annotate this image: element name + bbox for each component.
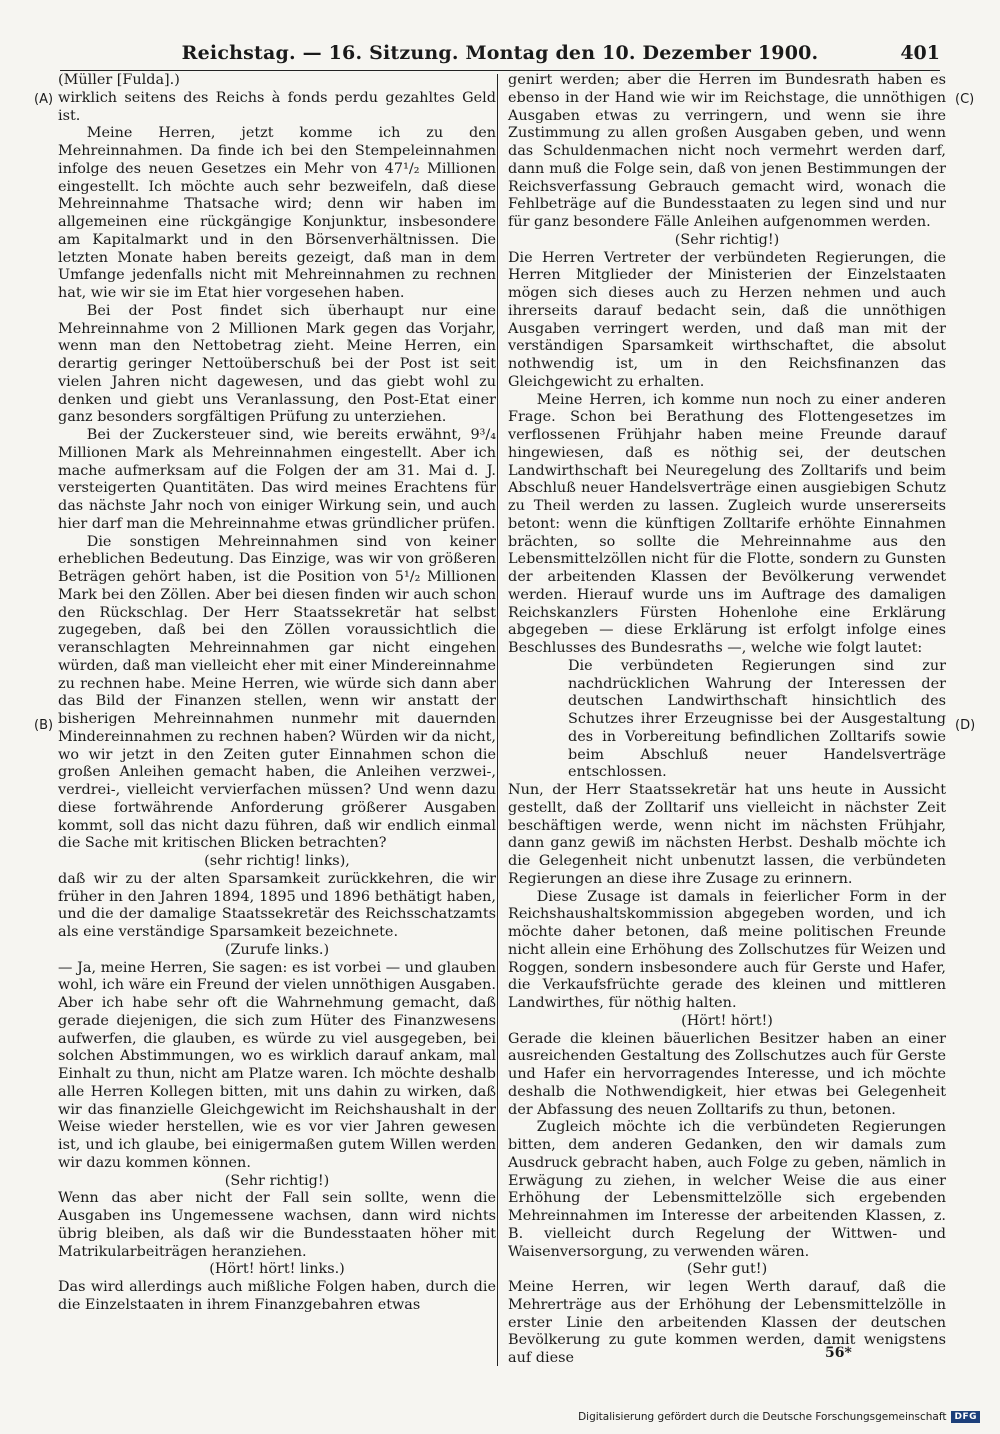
right-column [508,72,946,1368]
margin-mark-c: (C) [955,92,975,107]
digitization-credit [578,1411,980,1423]
running-title: Reichstag. — 16. Sitzung. Montag den 10. Dezember 1900. [181,42,819,64]
interjection: (Hört! hört! links.) [209,1261,345,1278]
interjection: (Hört! hört!) [681,1012,773,1029]
paragraph: Die verbündeten Regierungen sind zur nachdrücklichen Wahrung der Interessen der deutschen Landwirthschaft hinsichtlich des Schutzes ihrer Erzeugnisse bei der Ausgestaltung des in Vorbereitung befindlichen Zolltarifs sowie beim Abschluß neuer Handelsverträge entschlossen. [568,657,946,781]
paragraph: Diese Zusage ist damals in feierlicher Form in der Reichshaushaltskommission abgegeben worden, und ich möchte daher betonen, daß meine politischen Freunde nicht allein eine Erhöhung des Zollschutzes für Weizen und Roggen, sondern insbesondere auch für Gerste und Hafer, die Verkaufsfrüchte gerade des kleinen und mittleren Landwirthes, für nöthig halten. [508,888,946,1011]
interjection: (Sehr gut!) [686,1261,768,1278]
paragraph: Die Herren Vertreter der verbündeten Regierungen, die Herren Mitglieder der Ministerien der Einzelstaaten mögen sich dieses auch zu Herzen nehmen und auch ihrerseits darauf bedacht sein, daß die unnöthigen Ausgaben verringert werden, und daß man mit der verständigen Sparsamkeit wirthschaftet, die absolut nothwendig ist, um in den Reichsfinanzen das Gleichgewicht zu erhalten. [508,249,946,390]
paragraph: Bei der Post findet sich überhaupt nur eine Mehreinnahme von 2 Millionen Mark gegen das Vorjahr, wenn man den Nettobetrag zieht. Meine Herren, ein derartig geringer Nettoüberschuß bei der Post ist seit vielen Jahren nicht dagewesen, und das giebt wohl zu denken und giebt uns Veranlassung, den Post-Etat einer ganz besonders sorgfältigen Prüfung zu unterziehen. [58,302,496,426]
credit-text: Digitalisierung gefördert durch die Deutsche Forschungsgemeinschaft [578,1411,947,1423]
paragraph: wirklich seitens des Reichs à fonds perdu gezahltes Geld ist. [58,89,496,124]
paragraph: Meine Herren, ich komme nun noch zu einer anderen Frage. Schon bei Berathung des Flottengesetzes im verflossenen Frühjahr haben meine Freunde darauf hingewiesen, daß es nöthig sei, der deutschen Landwirthschaft bei Neuregelung des Zolltarifs und beim Abschluß neuer Handelsverträge einen ausgiebigen Schutz zu Theil werden zu lassen. Zugleich wurde unsererseits betont: wenn die künftigen Zolltarife erhöhte Einnahmen brächten, so sollte die Mehreinnahme aus den Lebensmittelzöllen nicht für die Flotte, sondern zu Gunsten der arbeitenden Klassen der Bevölkerung verwendet werden. Hierauf wurde uns im Auftrage des damaligen Reichskanzlers Fürsten Hohenlohe eine Erklärung abgegeben — diese Erklärung ist erfolgt infolge eines Beschlusses des Bundesraths —, welche wie folgt lautet: [508,391,946,656]
interjection: (Zurufe links.) [224,941,330,958]
running-header [60,36,940,71]
page-number: 401 [900,42,940,64]
dfg-logo: DFG [951,1411,980,1423]
interjection: (sehr richtig! links), [204,853,350,869]
paragraph: daß wir zu der alten Sparsamkeit zurückkehren, die wir früher in den Jahren 1894, 1895 und 1896 bethätigt haben, und die der damalige Staatssekretär des Reichsschatzamts als eine verständige Sparsamkeit bezeichnete. [58,870,496,940]
signature-mark: 56* [825,1345,852,1361]
paragraph: Nun, der Herr Staatssekretär hat uns heute in Aussicht gestellt, daß der Zolltarif uns vielleicht in nächster Zeit beschäftigen werde, wenn nicht im nächsten Frühjahr, dann ganz gewiß im nächsten Herbst. Deshalb möchte ich die Gelegenheit nicht unbenutzt lassen, die verbündeten Regierungen an diese ihre Zusage zu erinnern. [508,782,946,887]
paragraph: Das wird allerdings auch mißliche Folgen haben, durch die die Einzelstaaten in ihrem Finanzgebahren etwas [58,1279,496,1313]
paragraph: — Ja, meine Herren, Sie sagen: es ist vorbei — und glauben wohl, ich wäre ein Freund der vielen unnöthigen Ausgaben. Aber ich habe sehr oft die Wahrnehmung gemacht, daß gerade diejenigen, die sich zum Hüter des Finanzwesens aufwerfen, die glauben, es würde zu viel ausgegeben, bei solchen Abstimmungen, wo es wirklich darauf ankam, mal Einhalt zu thun, nicht am Platze waren. Ich möchte deshalb alle Herren Kollegen bitten, mit uns dahin zu wirken, daß wir das finanzielle Gleichgewicht im Reichshaushalt in der Weise wieder herstellen, wie es vor vier Jahren gewesen ist, und ich glaube, bei einigermaßen gutem Willen werden wir dazu kommen können. [58,959,496,1171]
paragraph: Wenn das aber nicht der Fall sein sollte, wenn die Ausgaben ins Ungemessene wachsen, dann wird nichts übrig bleiben, als daß wir die Bundesstaaten höher mit Matrikularbeiträgen heranziehen. [58,1190,496,1260]
interjection: (Sehr richtig!) [674,231,780,248]
paragraph: Meine Herren, wir legen Werth darauf, daß die Mehrerträge aus der Erhöhung der Lebensmittelzölle in erster Linie den arbeitenden Klassen der deutschen Bevölkerung zu gute kommen werden, damit wenigstens auf diese [508,1279,946,1366]
column-divider [497,74,498,1366]
margin-mark-a: (A) [34,92,54,107]
left-column [58,72,496,1315]
paragraph: Die sonstigen Mehreinnahmen sind von keiner erheblichen Bedeutung. Das Einzige, was wir von größeren Beträgen gehört haben, ist die Position von 5¹/₂ Millionen Mark bei den Zöllen. Aber bei diesen finden wir auch schon den Rückschlag. Der Herr Staatssekretär hat selbst zugegeben, daß bei den Zöllen voraussichtlich die veranschlagten Mehreinnahmen gar nicht eingehen würden, daß man vielleicht eher mit einer Mindereinnahme zu rechnen habe. Meine Herren, wie würde sich dann aber das Bild der Finanzen stellen, wenn wir anstatt der bisherigen Mehreinnahmen nunmehr mit dauernden Mindereinnahmen zu rechnen haben? Würden wir da nicht, wo wir jetzt in den Zeiten guter Einnahmen schon die großen Anleihen gemacht haben, die Anleihen verzwei-, verdrei-, vielleicht vervierfachen müssen? Und wenn dazu diese fortwährende Anforderung größerer Ausgaben kommt, soll das nicht dazu führen, daß wir endlich einmal die Sache mit kritischen Blicken betrachten? [58,533,496,852]
paragraph: genirt werden; aber die Herren im Bundesrath haben es ebenso in der Hand wie wir im Reichstage, die unnöthigen Ausgaben etwas zu verringern, und wenn sie ihre Zustimmung zu allen großen Ausgaben geben, und wenn das Schuldenmachen nicht noch vermehrt werden darf, dann muß die Folge sein, daß von jenen Bestimmungen der Reichsverfassung Gebrauch gemacht wird, wonach die Fehlbeträge auf die Bundesstaaten zu legen sind und nur für ganz besondere Fälle Anleihen aufgenommen werden. [508,72,946,230]
left-column-body [58,90,496,1315]
right-column-body [508,72,946,1368]
margin-mark-d: (D) [955,718,976,733]
margin-mark-b: (B) [34,718,54,733]
paragraph: Zugleich möchte ich die verbündeten Regierungen bitten, dem anderen Gedanken, den wir damals zum Ausdruck gebracht haben, auch Folge zu geben, nämlich in Erwägung zu ziehen, in welcher Weise die aus einer Erhöhung der Lebensmittelzölle sich ergebenden Mehreinnahmen im Interesse der arbeitenden Klassen, z. B. vielleicht durch Regelung der Wittwen- und Waisenversorgung, zu verwenden wären. [508,1119,946,1260]
interjection: (Sehr richtig!) [224,1172,330,1189]
speaker-name: (Müller [Fulda].) [58,72,180,88]
paragraph: Bei der Zuckersteuer sind, wie bereits erwähnt, 9³/₄ Millionen Mark als Mehreinnahmen eingestellt. Aber ich mache aufmerksam auf die Folgen der am 31. Mai d. J. versteigerten Quantitäten. Das wird meines Erachtens für das nächste Jahr noch von einiger Wirkung sein, und auch hier darf man die Mehreinnahme etwas gründlicher prüfen. [58,427,496,532]
paragraph: Gerade die kleinen bäuerlichen Besitzer haben an einer ausreichenden Gestaltung des Zollschutzes auch für Gerste und Hafer ein hervorragendes Interesse, und ich möchte deshalb die Nothwendigkeit, hier etwas bei Gelegenheit der Abfassung des neuen Zolltarifs zu thun, betonen. [508,1030,946,1118]
paragraph: Meine Herren, jetzt komme ich zu den Mehreinnahmen. Da finde ich bei den Stempeleinnahmen infolge des neuen Gesetzes ein Mehr von 47¹/₂ Millionen eingestellt. Ich möchte auch sehr bezweifeln, daß diese Mehreinnahme Thatsache wird; denn wir haben im allgemeinen eine rückgängige Konjunktur, insbesondere am Kapitalmarkt und in den Börsenverhältnissen. Die letzten Monate haben bereits gezeigt, daß man in dem Umfange jedenfalls nicht mit Mehreinnahmen zu rechnen hat, wie wir sie im Etat hier vorgesehen haben. [58,125,496,301]
